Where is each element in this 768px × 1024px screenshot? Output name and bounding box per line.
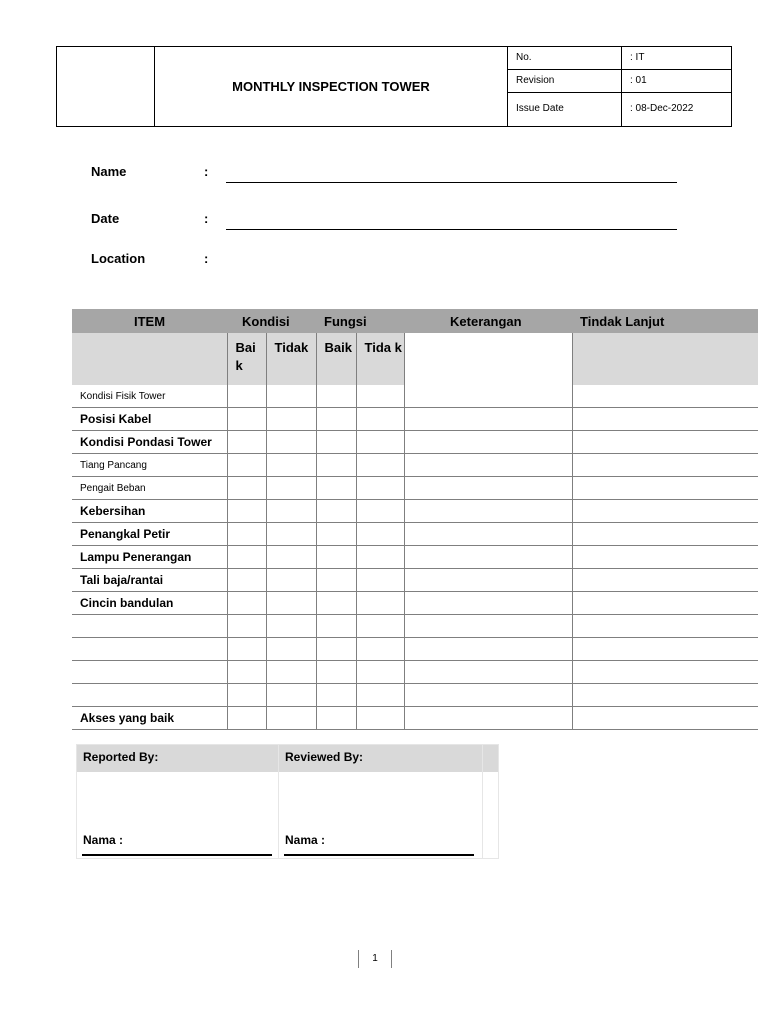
row-input-cell[interactable] [316,408,356,431]
row-input-cell[interactable] [572,546,758,569]
row-input-cell[interactable] [316,523,356,546]
meta-row-revision [508,70,731,93]
document-meta [508,47,731,126]
row-input-cell[interactable] [356,569,404,592]
table-subheader-row [72,333,758,385]
row-input-cell[interactable] [266,477,316,500]
page-number: 1 [358,950,392,968]
row-input-cell[interactable] [316,477,356,500]
row-input-cell[interactable] [316,707,356,730]
name-colon: : [204,164,209,179]
row-item-label [72,615,227,638]
row-input-cell[interactable] [227,385,266,408]
row-item-label: Tiang Pancang [72,454,227,477]
location-label: Location [91,251,146,266]
table-row [72,431,758,454]
row-item-label: Penangkal Petir [72,523,227,546]
location-colon: : [204,251,209,266]
signoff-divider [278,745,279,858]
signoff-spacer [483,745,498,772]
row-input-cell[interactable] [404,615,572,638]
header-kondisi: Kondisi [227,309,316,333]
row-input-cell[interactable] [356,592,404,615]
row-input-cell[interactable] [316,615,356,638]
row-input-cell[interactable] [227,638,266,661]
row-input-cell[interactable] [316,638,356,661]
row-input-cell[interactable] [227,592,266,615]
reviewed-by-label: Reviewed By: [279,745,482,772]
row-item-label: Kondisi Pondasi Tower [72,431,227,454]
subheader-kondisi-baik: Bai k [227,333,266,385]
row-input-cell[interactable] [227,707,266,730]
row-input-cell[interactable] [227,500,266,523]
header-keterangan: Keterangan [404,309,572,333]
row-input-cell[interactable] [316,385,356,408]
document-title: MONTHLY INSPECTION TOWER [155,47,508,126]
subheader-kondisi-tidak: Tidak [266,333,316,385]
row-input-cell[interactable] [572,615,758,638]
row-input-cell[interactable] [572,408,758,431]
table-row [72,500,758,523]
row-item-label: Kondisi Fisik Tower [72,385,227,408]
document-header [56,46,732,127]
row-item-label: Lampu Penerangan [72,546,227,569]
row-input-cell[interactable] [316,592,356,615]
signoff-divider [482,745,483,858]
row-input-cell[interactable] [356,661,404,684]
row-input-cell[interactable] [316,569,356,592]
date-label: Date [91,211,120,226]
row-input-cell[interactable] [266,638,316,661]
reviewed-nama-label: Nama : [285,833,326,847]
table-row [72,684,758,707]
table-row [72,661,758,684]
meta-value: : 08-Dec-2022 [630,103,694,114]
meta-label: No. [516,52,532,63]
row-input-cell[interactable] [356,385,404,408]
row-input-cell[interactable] [572,707,758,730]
row-input-cell[interactable] [572,592,758,615]
signoff-block [76,744,499,859]
row-input-cell[interactable] [404,477,572,500]
table-row [72,569,758,592]
reported-nama-label: Nama : [83,833,124,847]
row-input-cell[interactable] [266,431,316,454]
row-input-cell[interactable] [356,684,404,707]
row-item-label: Pengait Beban [72,477,227,500]
table-row [72,546,758,569]
row-input-cell[interactable] [266,546,316,569]
row-input-cell[interactable] [227,684,266,707]
subheader-tindak-lanjut [572,333,758,385]
row-item-label: Tali baja/rantai [72,569,227,592]
row-input-cell[interactable] [572,500,758,523]
row-input-cell[interactable] [316,431,356,454]
table-row [72,707,758,730]
table-row [72,454,758,477]
row-input-cell[interactable] [404,569,572,592]
row-input-cell[interactable] [266,523,316,546]
row-input-cell[interactable] [356,638,404,661]
reviewed-signature-line[interactable] [284,854,474,856]
meta-value: : IT [630,52,645,63]
table-row [72,615,758,638]
reported-by-label: Reported By: [77,745,278,772]
row-input-cell[interactable] [316,454,356,477]
row-input-cell[interactable] [316,661,356,684]
row-input-cell[interactable] [404,661,572,684]
row-input-cell[interactable] [356,454,404,477]
row-input-cell[interactable] [227,408,266,431]
row-input-cell[interactable] [572,684,758,707]
row-input-cell[interactable] [356,523,404,546]
name-label: Name [91,164,127,179]
table-row [72,408,758,431]
row-input-cell[interactable] [356,707,404,730]
meta-row-no [508,47,731,70]
row-input-cell[interactable] [316,500,356,523]
meta-label: Revision [516,75,555,86]
row-input-cell[interactable] [404,638,572,661]
row-input-cell[interactable] [227,661,266,684]
row-input-cell[interactable] [572,477,758,500]
name-field[interactable] [226,182,677,183]
row-input-cell[interactable] [266,661,316,684]
row-item-label: Posisi Kabel [72,408,227,431]
row-input-cell[interactable] [227,477,266,500]
header-tindak-lanjut: Tindak Lanjut [572,309,758,333]
row-item-label [72,684,227,707]
row-input-cell[interactable] [404,431,572,454]
row-item-label [72,661,227,684]
row-input-cell[interactable] [356,408,404,431]
row-input-cell[interactable] [572,569,758,592]
row-input-cell[interactable] [227,546,266,569]
subheader-empty [72,333,227,385]
row-input-cell[interactable] [266,454,316,477]
row-input-cell[interactable] [227,431,266,454]
row-input-cell[interactable] [404,592,572,615]
row-input-cell[interactable] [356,500,404,523]
row-input-cell[interactable] [404,546,572,569]
date-field[interactable] [226,229,677,230]
meta-row-issue-date [508,93,731,126]
reported-signature-line[interactable] [82,854,272,856]
row-input-cell[interactable] [356,477,404,500]
row-input-cell[interactable] [316,546,356,569]
row-input-cell[interactable] [404,684,572,707]
row-input-cell[interactable] [572,431,758,454]
row-input-cell[interactable] [356,431,404,454]
row-input-cell[interactable] [572,523,758,546]
row-item-label [72,638,227,661]
table-header-row [72,309,758,333]
row-input-cell[interactable] [404,500,572,523]
row-input-cell[interactable] [266,500,316,523]
row-input-cell[interactable] [356,615,404,638]
row-input-cell[interactable] [356,546,404,569]
row-input-cell[interactable] [266,592,316,615]
subheader-fungsi-baik: Baik [316,333,356,385]
row-input-cell[interactable] [572,638,758,661]
table-row [72,523,758,546]
table-row [72,385,758,408]
row-input-cell[interactable] [316,684,356,707]
row-input-cell[interactable] [266,615,316,638]
header-item: ITEM [72,309,227,333]
row-item-label: Cincin bandulan [72,592,227,615]
subheader-keterangan [404,333,572,385]
meta-value: : 01 [630,75,647,86]
table-row [72,592,758,615]
row-input-cell[interactable] [227,569,266,592]
row-input-cell[interactable] [404,454,572,477]
row-input-cell[interactable] [404,408,572,431]
row-input-cell[interactable] [572,661,758,684]
row-input-cell[interactable] [572,385,758,408]
row-input-cell[interactable] [227,615,266,638]
row-input-cell[interactable] [227,523,266,546]
row-input-cell[interactable] [404,707,572,730]
meta-label: Issue Date [516,103,564,114]
row-input-cell[interactable] [266,707,316,730]
row-input-cell[interactable] [266,408,316,431]
header-fungsi: Fungsi [316,309,404,333]
row-input-cell[interactable] [266,569,316,592]
date-colon: : [204,211,209,226]
row-input-cell[interactable] [227,454,266,477]
table-row [72,638,758,661]
row-input-cell[interactable] [404,385,572,408]
row-input-cell[interactable] [266,385,316,408]
row-input-cell[interactable] [266,684,316,707]
logo-cell [57,47,155,126]
row-input-cell[interactable] [572,454,758,477]
inspection-table [72,309,758,730]
row-item-label: Akses yang baik [72,707,227,730]
table-row [72,477,758,500]
row-item-label: Kebersihan [72,500,227,523]
row-input-cell[interactable] [404,523,572,546]
subheader-fungsi-tidak: Tida k [356,333,404,385]
